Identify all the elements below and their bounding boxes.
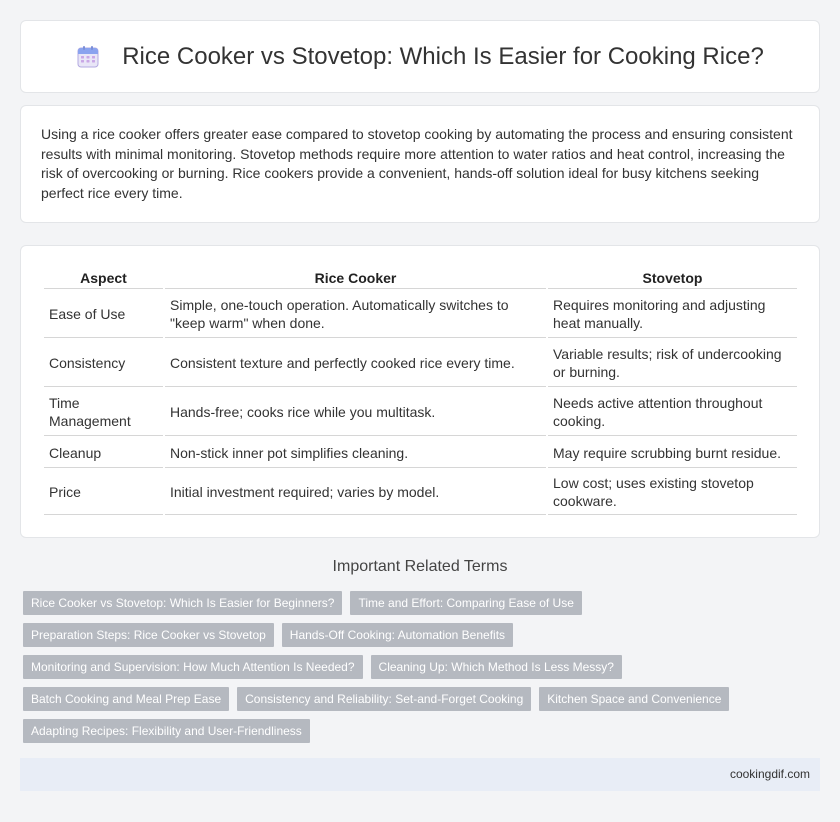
header-rice-cooker: Rice Cooker bbox=[165, 266, 546, 289]
table-row bbox=[44, 470, 797, 515]
title-card bbox=[20, 20, 820, 93]
related-term-tag[interactable]: Adapting Recipes: Flexibility and User-Friendliness bbox=[23, 719, 310, 743]
page-title-text: Rice Cooker vs Stovetop: Which Is Easier for Cooking Rice? bbox=[122, 42, 764, 70]
cell-aspect: Consistency bbox=[44, 340, 163, 387]
cell-stovetop: Variable results; risk of undercooking or burning. bbox=[548, 340, 797, 387]
cell-rice-cooker: Initial investment required; varies by model. bbox=[165, 470, 546, 515]
table-row bbox=[44, 340, 797, 387]
cell-stovetop: Low cost; uses existing stovetop cookware. bbox=[548, 470, 797, 515]
table-row bbox=[44, 389, 797, 436]
cell-stovetop: Requires monitoring and adjusting heat manually. bbox=[548, 291, 797, 338]
related-term-tag[interactable]: Batch Cooking and Meal Prep Ease bbox=[23, 687, 229, 711]
footer bbox=[20, 758, 820, 791]
related-terms-list bbox=[23, 591, 823, 751]
cell-aspect: Ease of Use bbox=[44, 291, 163, 338]
intro-card bbox=[20, 105, 820, 223]
table-row bbox=[44, 291, 797, 338]
related-term-tag[interactable]: Time and Effort: Comparing Ease of Use bbox=[350, 591, 581, 615]
related-term-tag[interactable]: Rice Cooker vs Stovetop: Which Is Easier for Beginners? bbox=[23, 591, 342, 615]
related-term-tag[interactable]: Consistency and Reliability: Set-and-Forget Cooking bbox=[237, 687, 531, 711]
calendar-icon bbox=[76, 45, 100, 69]
header-stovetop: Stovetop bbox=[548, 266, 797, 289]
related-term-tag[interactable]: Kitchen Space and Convenience bbox=[539, 687, 729, 711]
comparison-table bbox=[42, 264, 799, 517]
cell-stovetop: May require scrubbing burnt residue. bbox=[548, 438, 797, 468]
cell-stovetop: Needs active attention throughout cooking. bbox=[548, 389, 797, 436]
related-term-tag[interactable]: Cleaning Up: Which Method Is Less Messy? bbox=[371, 655, 622, 679]
cell-rice-cooker: Consistent texture and perfectly cooked rice every time. bbox=[165, 340, 546, 387]
table-header-row bbox=[44, 266, 797, 289]
related-terms-heading: Important Related Terms bbox=[332, 558, 508, 575]
page-title bbox=[76, 43, 764, 71]
related-term-tag[interactable]: Preparation Steps: Rice Cooker vs Stovetop bbox=[23, 623, 274, 647]
cell-aspect: Cleanup bbox=[44, 438, 163, 468]
cell-rice-cooker: Simple, one-touch operation. Automatically switches to "keep warm" when done. bbox=[165, 291, 546, 338]
cell-aspect: Price bbox=[44, 470, 163, 515]
table-row bbox=[44, 438, 797, 468]
cell-rice-cooker: Hands-free; cooks rice while you multitask. bbox=[165, 389, 546, 436]
related-term-tag[interactable]: Hands-Off Cooking: Automation Benefits bbox=[282, 623, 513, 647]
cell-aspect: Time Management bbox=[44, 389, 163, 436]
intro-paragraph: Using a rice cooker offers greater ease compared to stovetop cooking by automating the process and ensuring consistent results with minimal monitoring. Stovetop methods require more attention to water ratios and heat control, increasing the risk of overcooking or burning. Rice cookers provide a convenient, hands-off solution ideal for busy kitchens seeking perfect rice every time. bbox=[41, 126, 793, 201]
related-term-tag[interactable]: Monitoring and Supervision: How Much Attention Is Needed? bbox=[23, 655, 363, 679]
footer-site-link[interactable]: cookingdif.com bbox=[729, 767, 810, 781]
comparison-card bbox=[20, 245, 820, 538]
cell-rice-cooker: Non-stick inner pot simplifies cleaning. bbox=[165, 438, 546, 468]
header-aspect: Aspect bbox=[44, 266, 163, 289]
